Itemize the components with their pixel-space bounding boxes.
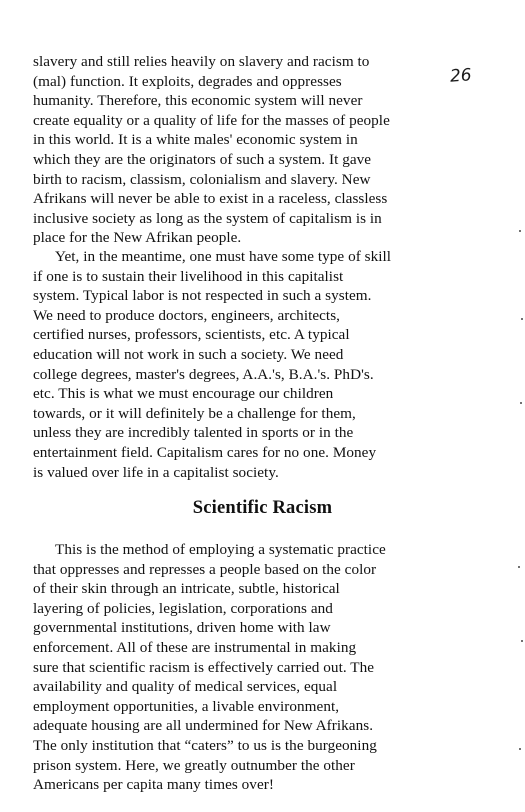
text-line: if one is to sustain their livelihood in this capitalist	[33, 267, 344, 285]
text-line: layering of policies, legislation, corporations and	[33, 599, 333, 617]
paragraph-scientific-racism	[33, 540, 491, 795]
paragraph-skills	[33, 247, 491, 482]
scan-speck	[519, 230, 521, 232]
text-line: We need to produce doctors, engineers, architects,	[33, 306, 341, 324]
text-line: college degrees, master's degrees, A.A.'s, B.A.'s. PhD's.	[33, 365, 374, 383]
text-line: slavery and still relies heavily on slavery and racism to	[33, 53, 370, 70]
text-line: system. Typical labor is not respected in such a system.	[33, 287, 372, 305]
text-line: inclusive society as long as the system of capitalism is in	[33, 209, 382, 227]
paragraph-capitalism	[33, 52, 491, 248]
text-line: place for the New Afrikan people.	[33, 229, 242, 247]
scan-speck	[520, 402, 522, 404]
text-line: Yet, in the meantime, one must have some type of skill	[55, 248, 392, 265]
scan-speck	[518, 566, 520, 568]
text-line: employment opportunities, a livable environment,	[33, 697, 340, 715]
text-line: of their skin through an intricate, subtle, historical	[33, 580, 340, 598]
text-line: entertainment field. Capitalism cares for no one. Money	[33, 443, 377, 461]
text-line: availability and quality of medical services, equal	[33, 678, 338, 696]
text-line: sure that scientific racism is effectively carried out. The	[33, 658, 375, 676]
text-line: education will not work in such a society. We need	[33, 345, 344, 363]
text-line: The only institution that “caters” to us is the burgeoning	[33, 736, 377, 754]
text-line: adequate housing are all undermined for New Afrikans.	[33, 717, 374, 735]
text-line: This is the method of employing a systematic practice	[55, 541, 386, 558]
text-line: prison system. Here, we greatly outnumber the other	[33, 756, 355, 774]
text-line: which they are the originators of such a system. It gave	[33, 150, 372, 168]
scan-speck	[519, 748, 521, 750]
scan-speck	[521, 318, 523, 320]
text-line: birth to racism, classism, colonialism and slavery. New	[33, 170, 371, 188]
text-line: certified nurses, professors, scientists, etc. A typical	[33, 326, 350, 344]
text-line: etc. This is what we must encourage our children	[33, 385, 334, 403]
handwritten-page-number: 26	[449, 65, 473, 87]
text-line: that oppresses and represses a people based on the color	[33, 560, 377, 578]
section-heading: Scientific Racism	[192, 498, 333, 518]
text-line: Afrikans will never be able to exist in a raceless, classless	[33, 190, 388, 208]
text-line: is valued over life in a capitalist society.	[33, 463, 279, 481]
scan-speck	[521, 640, 523, 642]
text-line: create equality or a quality of life for the masses of people	[33, 111, 390, 129]
text-line: (mal) function. It exploits, degrades and oppresses	[33, 72, 342, 90]
text-line: Americans per capita many times over!	[33, 776, 274, 794]
text-line: unless they are incredibly talented in sports or in the	[33, 424, 354, 442]
text-line: in this world. It is a white males' economic system in	[33, 131, 358, 149]
text-line: enforcement. All of these are instrumental in making	[33, 638, 357, 656]
text-line: humanity. Therefore, this economic system will never	[33, 92, 363, 110]
text-line: governmental institutions, driven home with law	[33, 619, 331, 637]
text-line: towards, or it will definitely be a challenge for them,	[33, 404, 356, 422]
